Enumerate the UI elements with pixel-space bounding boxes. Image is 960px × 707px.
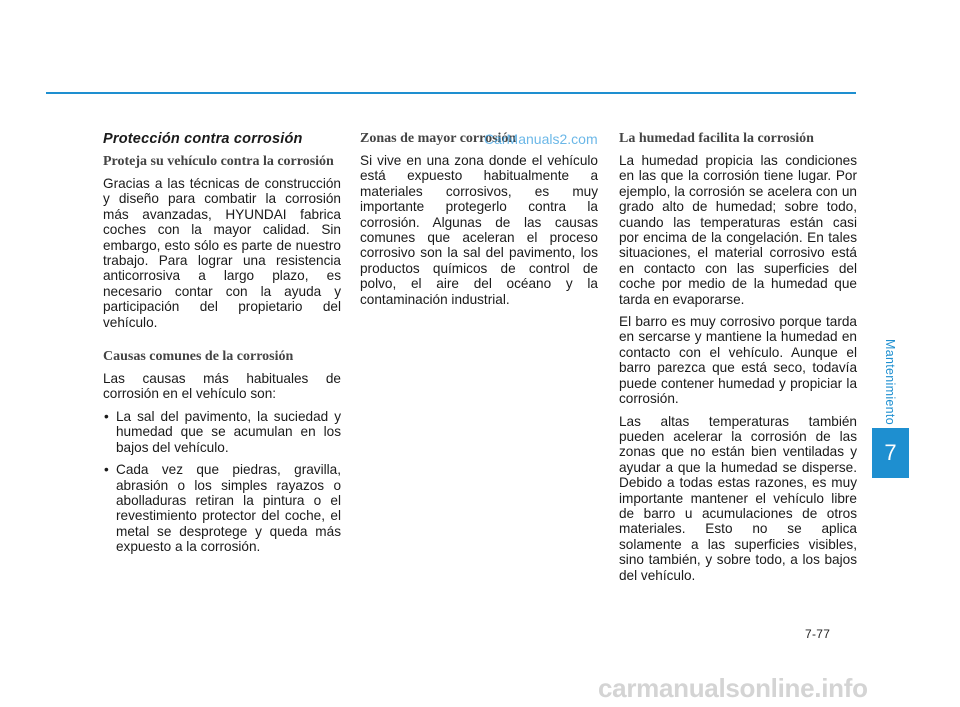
paragraph-intro: Gracias a las técnicas de construcción y diseño para combatir la corrosión más avanzadas, HYUNDAI fabrica coches con la mayor calidad. Sin embargo, esto sólo es parte de nuestro trabajo. Para lograr una resistencia anticorrosiva a largo plazo, es necesario contar con la ayuda y participación del propietario del vehículo. xyxy=(103,176,341,330)
header-rule xyxy=(46,92,856,94)
paragraph-causes: Las causas más habituales de corrosión en el vehículo son: xyxy=(103,371,341,402)
list-item-text: Cada vez que piedras, gravilla, abrasión o los simples rayazos o abolladuras retiran la pintura o el revestimiento protector del coche, el metal se desprotege y queda más expuesto a la corrosión. xyxy=(116,462,341,555)
column-2 xyxy=(360,131,598,314)
chapter-number: 7 xyxy=(884,440,897,465)
list-item-text: La sal del pavimento, la suciedad y humedad que se acumulan en los bajos del vehículo. xyxy=(116,408,341,455)
causes-list xyxy=(103,409,341,555)
subhead-causes: Causas comunes de la corrosión xyxy=(103,349,294,365)
column-3 xyxy=(619,131,857,590)
subhead-protect: Proteja su vehículo contra la corrosión xyxy=(103,154,334,169)
bullet-icon: • xyxy=(104,408,109,424)
column-1 xyxy=(103,131,341,562)
paragraph-humidity-3: Las altas temperaturas también pueden acelerar la corrosión de las zonas que no están bien ventiladas y ayudar a que la humedad se disperse. Debido a todas estas razones, es muy importante mantener el vehículo libre de barro u acumulaciones de otros materiales. Esto no se aplica solamente a las superficies visibles, sino también, y sobre todo, a los bajos del vehículo. xyxy=(619,413,857,583)
chapter-tab xyxy=(872,428,909,478)
list-item xyxy=(103,409,341,455)
subhead-humidity: La humedad facilita la corrosión xyxy=(619,131,814,146)
paragraph-humidity-2: El barro es muy corrosivo porque tarda en sercarse y mantiene la humedad en contacto con el vehículo. Aunque el barro parezca que está seco, todavía puede contener humedad y propiciar la corrosión. xyxy=(619,314,857,407)
section-title: Protección contra corrosión xyxy=(103,131,303,147)
watermark-top: CarManuals2.com xyxy=(484,131,598,147)
paragraph-zones: Si vive en una zona donde el vehículo está expuesto habitualmente a materiales corrosivos, es muy importante protegerlo contra la corrosión. Algunas de las causas comunes que aceleran el proceso corrosivo son la sal del pavimento, los productos químicos de control de polvo, el aire del océano y la contaminación industrial. xyxy=(360,153,598,307)
watermark-footer: carmanualsonline.info xyxy=(598,673,868,703)
page-number: 7-77 xyxy=(805,627,831,641)
subhead-zones: Zonas de mayor corrosión xyxy=(360,131,517,146)
chapter-label: Mantenimiento xyxy=(883,339,897,425)
bullet-icon: • xyxy=(104,462,109,478)
paragraph-humidity-1: La humedad propicia las condiciones en las que la corrosión tiene lugar. Por ejemplo, la corrosión se acelera con un grado alto de humedad; sobre todo, cuando las temperaturas están casi por encima de la congelación. En tales situaciones, el material corrosivo está en contacto con las superficies del coche por medio de la humedad que tarda en evaporarse. xyxy=(619,153,857,307)
list-item xyxy=(103,462,341,554)
